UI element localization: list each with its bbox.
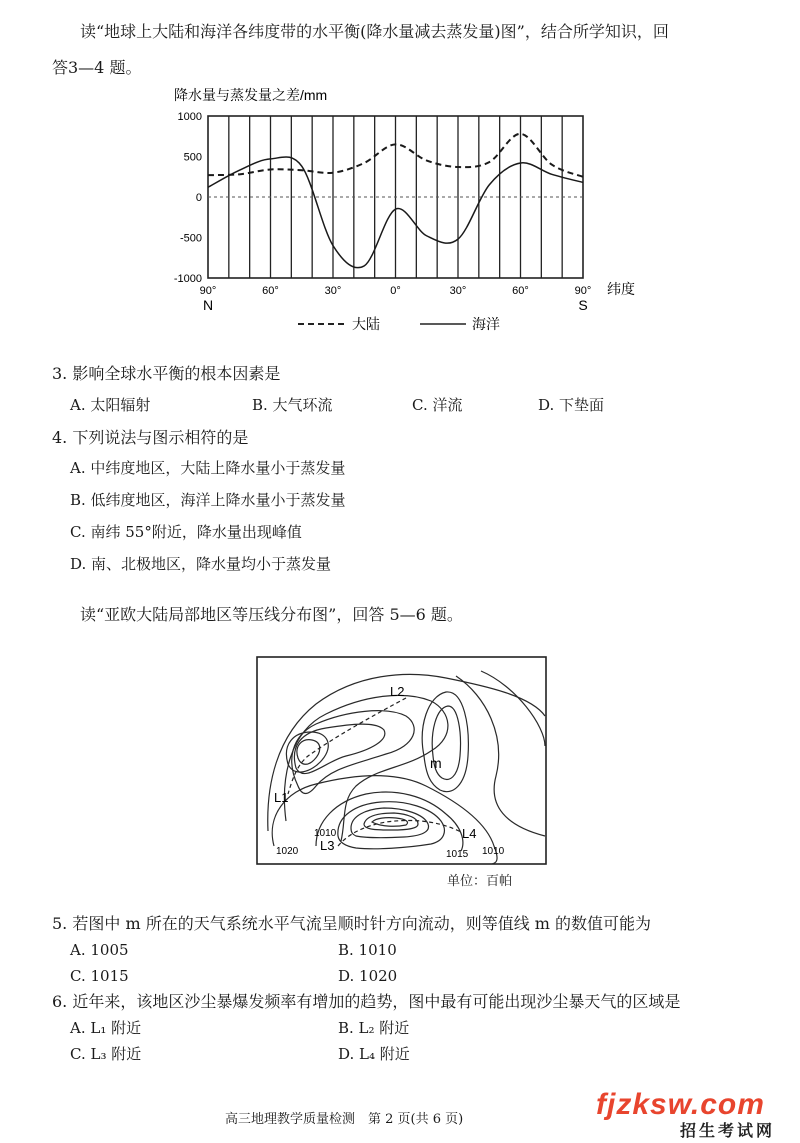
x-tick-label: 90° (574, 285, 592, 297)
chart-title: 降水量与蒸发量之差/mm (174, 87, 328, 103)
legend-ocean-label: 海洋 (472, 316, 500, 332)
water-balance-chart (160, 84, 650, 324)
y-tick-label: -500 (179, 232, 202, 245)
q6-option-d: D. L₄ 附近 (338, 1045, 410, 1063)
trough-line-l1-l2 (288, 698, 406, 794)
label-m: m (430, 755, 442, 771)
q4-option-b: B. 低纬度地区，海洋上降水量小于蒸发量 (70, 491, 346, 509)
q5-option-a: A. 1005 (70, 941, 129, 959)
q4-option-d: D. 南、北极地区，降水量均小于蒸发量 (70, 555, 332, 573)
label-1015: 1015 (446, 849, 469, 860)
x-tick-label: 30° (449, 285, 467, 297)
y-tick-label: -1000 (173, 273, 202, 285)
q3-stem: 3. 影响全球水平衡的根本因素是 (52, 364, 281, 383)
x-tick-label: 60° (262, 285, 279, 297)
isobar-line (268, 674, 545, 831)
q5-option-c: C. 1015 (70, 967, 129, 985)
chart-legend (290, 312, 520, 336)
isobar-line (456, 676, 545, 836)
isobar-lines (268, 671, 545, 864)
q6-option-b: B. L₂ 附近 (338, 1019, 410, 1037)
map-unit: 单位：百帕 (447, 874, 513, 889)
q3-option-b: B. 大气环流 (252, 396, 333, 414)
watermark-site: fjzksw.com (596, 1088, 765, 1121)
q5-option-d: D. 1020 (338, 967, 398, 985)
q4-option-a: A. 中纬度地区，大陆上降水量小于蒸发量 (70, 459, 346, 477)
label-l2: L2 (390, 684, 405, 699)
x-tick-label: 60° (512, 285, 529, 297)
label-1020: 1020 (276, 846, 299, 857)
q6-stem: 6. 近年来，该地区沙尘暴爆发频率有增加的趋势，图中最有可能出现沙尘暴天气的区域是 (52, 992, 681, 1011)
intro-line-1: 读“地球上大陆和海洋各纬度带的水平衡(降水量减去蒸发量)图”，结合所学知识，回 (80, 22, 669, 41)
label-l1: L1 (274, 790, 289, 805)
south-label: S (578, 297, 588, 313)
intro-line-2: 答3—4 题。 (52, 58, 142, 77)
q5-option-b: B. 1010 (338, 941, 397, 959)
isobar-line (481, 671, 545, 746)
q4-option-c: C. 南纬 55°附近，降水量出现峰值 (70, 523, 302, 541)
label-l3: L3 (320, 838, 335, 853)
watermark-name: 招生考试网 (680, 1121, 776, 1140)
legend-land-label: 大陆 (352, 316, 380, 332)
x-tick-label: 90° (199, 285, 217, 297)
x-tick-label: 30° (324, 285, 342, 297)
q3-option-c: C. 洋流 (412, 396, 463, 414)
label-l4: L4 (462, 826, 477, 841)
page-footer: 高三地理教学质量检测 第 2 页(共 6 页) (225, 1112, 464, 1127)
q5-stem: 5. 若图中 m 所在的天气系统水平气流呈顺时针方向流动，则等值线 m 的数值可能为 (52, 914, 652, 933)
isobar-map (256, 656, 548, 868)
y-tick-label: 1000 (177, 111, 202, 123)
q3-option-a: A. 太阳辐射 (70, 396, 151, 414)
x-axis-label: 纬度 (607, 281, 635, 297)
q6-option-a: A. L₁ 附近 (70, 1019, 142, 1037)
intro-2: 读“亚欧大陆局部地区等压线分布图”，回答 5—6 题。 (80, 605, 463, 624)
q6-option-c: C. L₃ 附近 (70, 1045, 142, 1063)
isobar-line (292, 711, 414, 794)
q4-stem: 4. 下列说法与图示相符的是 (52, 428, 249, 447)
label-1010-left: 1010 (314, 828, 337, 839)
y-tick-label: 0 (195, 192, 202, 204)
q3-option-d: D. 下垫面 (538, 396, 605, 414)
isobar-line (351, 808, 429, 838)
y-tick-label: 500 (183, 151, 202, 164)
north-label: N (202, 297, 214, 313)
label-1010-right: 1010 (482, 846, 505, 857)
isobar-line (297, 740, 320, 765)
x-tick-label: 0° (390, 285, 401, 297)
